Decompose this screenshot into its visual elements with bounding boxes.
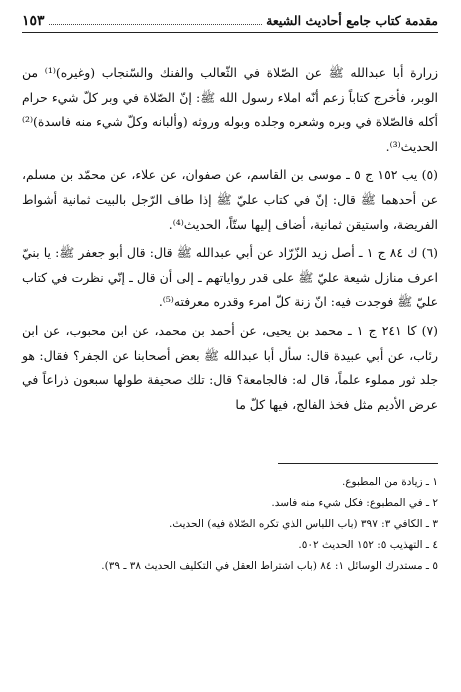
- footnotes-list: [22, 472, 438, 577]
- page-header: [22, 12, 438, 33]
- paragraph-hadith-7: (٧) كا ٢٤١ ج ١ ـ محمد بن يحيى، عن أحمد بن محمد، عن ابن محبوب، عن ابن رئاب، عن أبي عبيدة قال: سأل أبا عبدالله ﷺ بعض أصحابنا عن الجفر؟ فقال: هو جلد ثور مملوء علماً، قال له: فالجامعة؟ قال: تلك صحيفة طولها سبعون ذراعاً في عرض الأديم مثل فخذ الفالج، فيها كلّ ما: [22, 322, 438, 412]
- footnote-2: ٢ ـ في المطبوع: فكل شيء منه فاسد.: [271, 497, 438, 510]
- footnote-5: ٥ ـ مستدرك الوسائل ١: ٨٤ (باب اشتراط العقل في التكليف الحديث ٣٨ ـ ٣٩).: [101, 560, 438, 573]
- paragraph-hadith-5: (٥) يب ١٥٢ ج ٥ ـ موسى بن القاسم، عن صفوان، عن علاء، عن محمّد بن مسلم، عن أحدهما ﷺ قال: إنّ في كتاب عليّ ﷺ إذا طاف الرّجل بالبيت ثمانية أشواط الفريضة، واستيقن ثمانية، أضاف إليها ستّاً، الحديث⁽⁴⁾.: [22, 167, 438, 232]
- paragraph-zurara: زرارة أبا عبدالله ﷺ عن الصّلاة في الثّعالب والفنك والسّنجاب (وغيره)⁽¹⁾ من الوبر، فأخرج كتاباً زعم أنّه املاء رسول الله ﷺ: إنّ الصّلاة في وبر كلّ شيء حرام أكله فالصّلاة في وبره وشعره وجلده وبوله وروثه (وألبانه وكلّ شيء منه فاسدة)⁽²⁾ الحديث⁽³⁾.: [22, 65, 439, 154]
- book-page: [22, 12, 438, 577]
- footnote-1: ١ ـ زيادة من المطبوع.: [341, 476, 438, 489]
- page-body: [22, 61, 438, 417]
- paragraph-hadith-6: (٦) ك ٨٤ ج ١ ـ أصل زيد الزّرّاد عن أبي عبدالله ﷺ قال: قال أبو جعفر ﷺ: يا بنيّ اعرف منازل شيعة عليّ ﷺ على قدر رواياتهم ـ إلى أن قال ـ إنّي نظرت في كتاب عليّ ﷺ فوجدت فيه: انّ زنة كلّ امرء وقدره معرفته⁽⁵⁾.: [22, 245, 438, 310]
- page-number: ١٥٣: [22, 13, 45, 29]
- footnote-4: ٤ ـ التهذيب ٥: ١٥٢ الحديث ٥٠٢.: [298, 539, 438, 552]
- footnote-divider: [278, 463, 438, 464]
- running-title: مقدمة كتاب جامع أحاديث الشيعة: [266, 13, 438, 28]
- footnote-3: ٣ ـ الكافي ٣: ٣٩٧ (باب اللباس الذي تكره الصّلاة فيه) الحديث.: [168, 518, 438, 531]
- header-dot-leader: [49, 14, 263, 25]
